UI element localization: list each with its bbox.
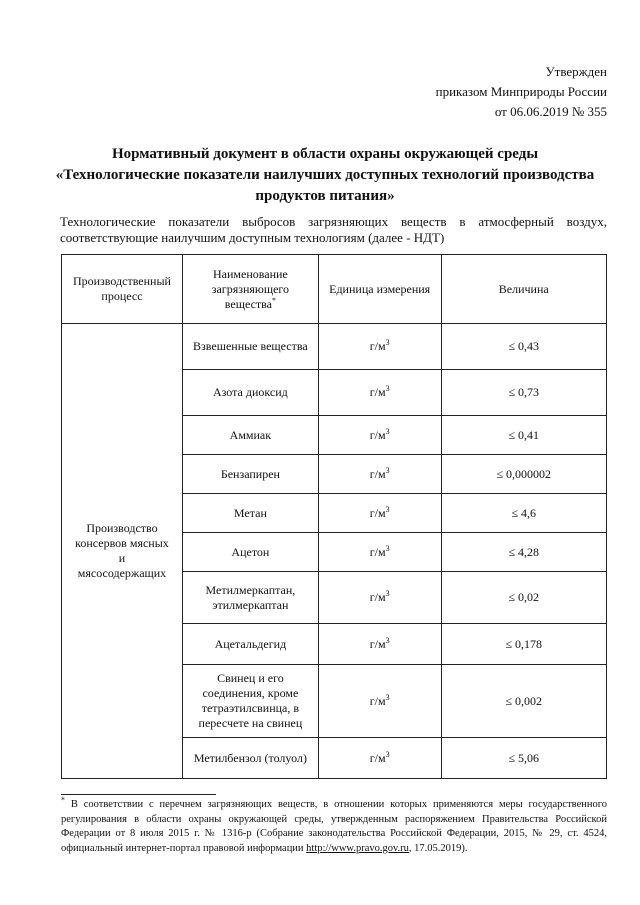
title-line-3: продуктов питания» — [255, 188, 395, 204]
intro-line-1: Технологические показатели выбросов загрязняющих веществ в атмосферный воздух, — [60, 214, 607, 229]
unit-cell — [318, 370, 441, 416]
substance-cell: Метилбензол (толуол) — [182, 738, 318, 779]
unit-exponent: 3 — [385, 749, 390, 759]
unit-text: г/м — [369, 466, 386, 481]
unit-text: г/м — [369, 427, 386, 442]
unit-text: г/м — [369, 636, 386, 651]
unit-cell — [318, 416, 441, 455]
value-cell: ≤ 0,02 — [441, 572, 607, 624]
table-header-row — [62, 255, 607, 324]
unit-exponent: 3 — [385, 589, 390, 598]
value-cell: ≤ 0,41 — [441, 416, 607, 455]
unit-text: г/м — [369, 590, 386, 604]
unit-text: г/м — [369, 385, 386, 399]
footnote-ref: * — [271, 295, 276, 305]
unit-exponent: 3 — [385, 692, 390, 702]
unit-cell — [318, 494, 441, 533]
unit-cell — [318, 324, 441, 370]
substance-cell: Ацетальдегид — [182, 624, 318, 665]
footnote — [61, 795, 608, 856]
unit-text: г/м — [369, 750, 386, 765]
value-cell: ≤ 0,000002 — [441, 455, 607, 494]
value-cell: ≤ 0,43 — [441, 324, 607, 370]
substance-cell: Свинец и его соединения, кроме тетраэтилсвинца, в пересчете на свинец — [182, 665, 318, 738]
approval-line-1: Утвержден — [545, 64, 607, 79]
process-cell: Производство консервов мясных и мясосодержащих — [62, 324, 183, 779]
table-row — [62, 324, 607, 370]
unit-exponent: 3 — [385, 384, 390, 393]
value-cell: ≤ 4,6 — [441, 494, 607, 533]
unit-text: г/м — [369, 693, 386, 708]
unit-cell — [318, 572, 441, 624]
substance-cell: Метилмеркаптан, этилмеркаптан — [182, 572, 318, 624]
unit-cell — [318, 738, 441, 779]
value-cell: ≤ 4,28 — [441, 533, 607, 572]
substance-cell: Взвешенные вещества — [182, 324, 318, 370]
unit-exponent: 3 — [385, 426, 390, 436]
header-unit: Единица измерения — [318, 255, 441, 324]
unit-exponent: 3 — [385, 338, 390, 347]
header-substance-label: Наименование загрязняющего вещества — [211, 266, 290, 311]
emissions-table — [61, 254, 607, 779]
substance-cell: Аммиак — [182, 416, 318, 455]
unit-cell — [318, 455, 441, 494]
unit-exponent: 3 — [385, 635, 390, 645]
footnote-divider — [61, 794, 216, 795]
approval-line-3: от 06.06.2019 № 355 — [494, 104, 607, 119]
header-process: Производственный процесс — [62, 255, 183, 324]
footnote-mark: * — [61, 795, 65, 805]
unit-exponent: 3 — [385, 465, 390, 475]
unit-cell — [318, 624, 441, 665]
unit-text: г/м — [369, 339, 386, 353]
substance-cell: Ацетон — [182, 533, 318, 572]
approval-line-2: приказом Минприроды России — [435, 84, 607, 99]
substance-cell: Метан — [182, 494, 318, 533]
unit-cell — [318, 533, 441, 572]
header-substance — [182, 255, 318, 324]
value-cell: ≤ 0,73 — [441, 370, 607, 416]
value-cell: ≤ 0,002 — [441, 665, 607, 738]
intro-paragraph — [60, 214, 607, 246]
unit-text: г/м — [369, 505, 386, 520]
substance-cell: Бензапирен — [182, 455, 318, 494]
footnote-tail: , 17.05.2019). — [408, 842, 468, 854]
title-line-2: «Технологические показатели наилучших доступных технологий производства — [55, 167, 595, 183]
approval-block — [436, 62, 607, 122]
footnote-link[interactable]: http://www.pravo.gov.ru — [306, 842, 409, 854]
footnote-text: В соответствии с перечнем загрязняющих веществ, в отношении которых применяются меры государственного регулирования в области охраны окружающей среды, утвержденным распоряжением Правительства Российской Федерации от 8 июля 2015 г. № 1316-р (Собрание законодательства Российской Федерации, 2015, № 29, ст. 4524, официальный интернет-портал правовой информации — [61, 799, 608, 854]
header-value: Величина — [441, 255, 607, 324]
document-title — [40, 144, 610, 207]
value-cell: ≤ 5,06 — [441, 738, 607, 779]
title-line-1: Нормативный документ в области охраны окружающей среды — [111, 146, 539, 162]
substance-cell: Азота диоксид — [182, 370, 318, 416]
unit-exponent: 3 — [385, 543, 390, 553]
intro-line-2: соответствующие наилучшим доступным технологиям (далее - НДТ) — [60, 230, 445, 245]
value-cell: ≤ 0,178 — [441, 624, 607, 665]
unit-exponent: 3 — [385, 504, 390, 514]
unit-cell — [318, 665, 441, 738]
unit-text: г/м — [369, 544, 386, 559]
